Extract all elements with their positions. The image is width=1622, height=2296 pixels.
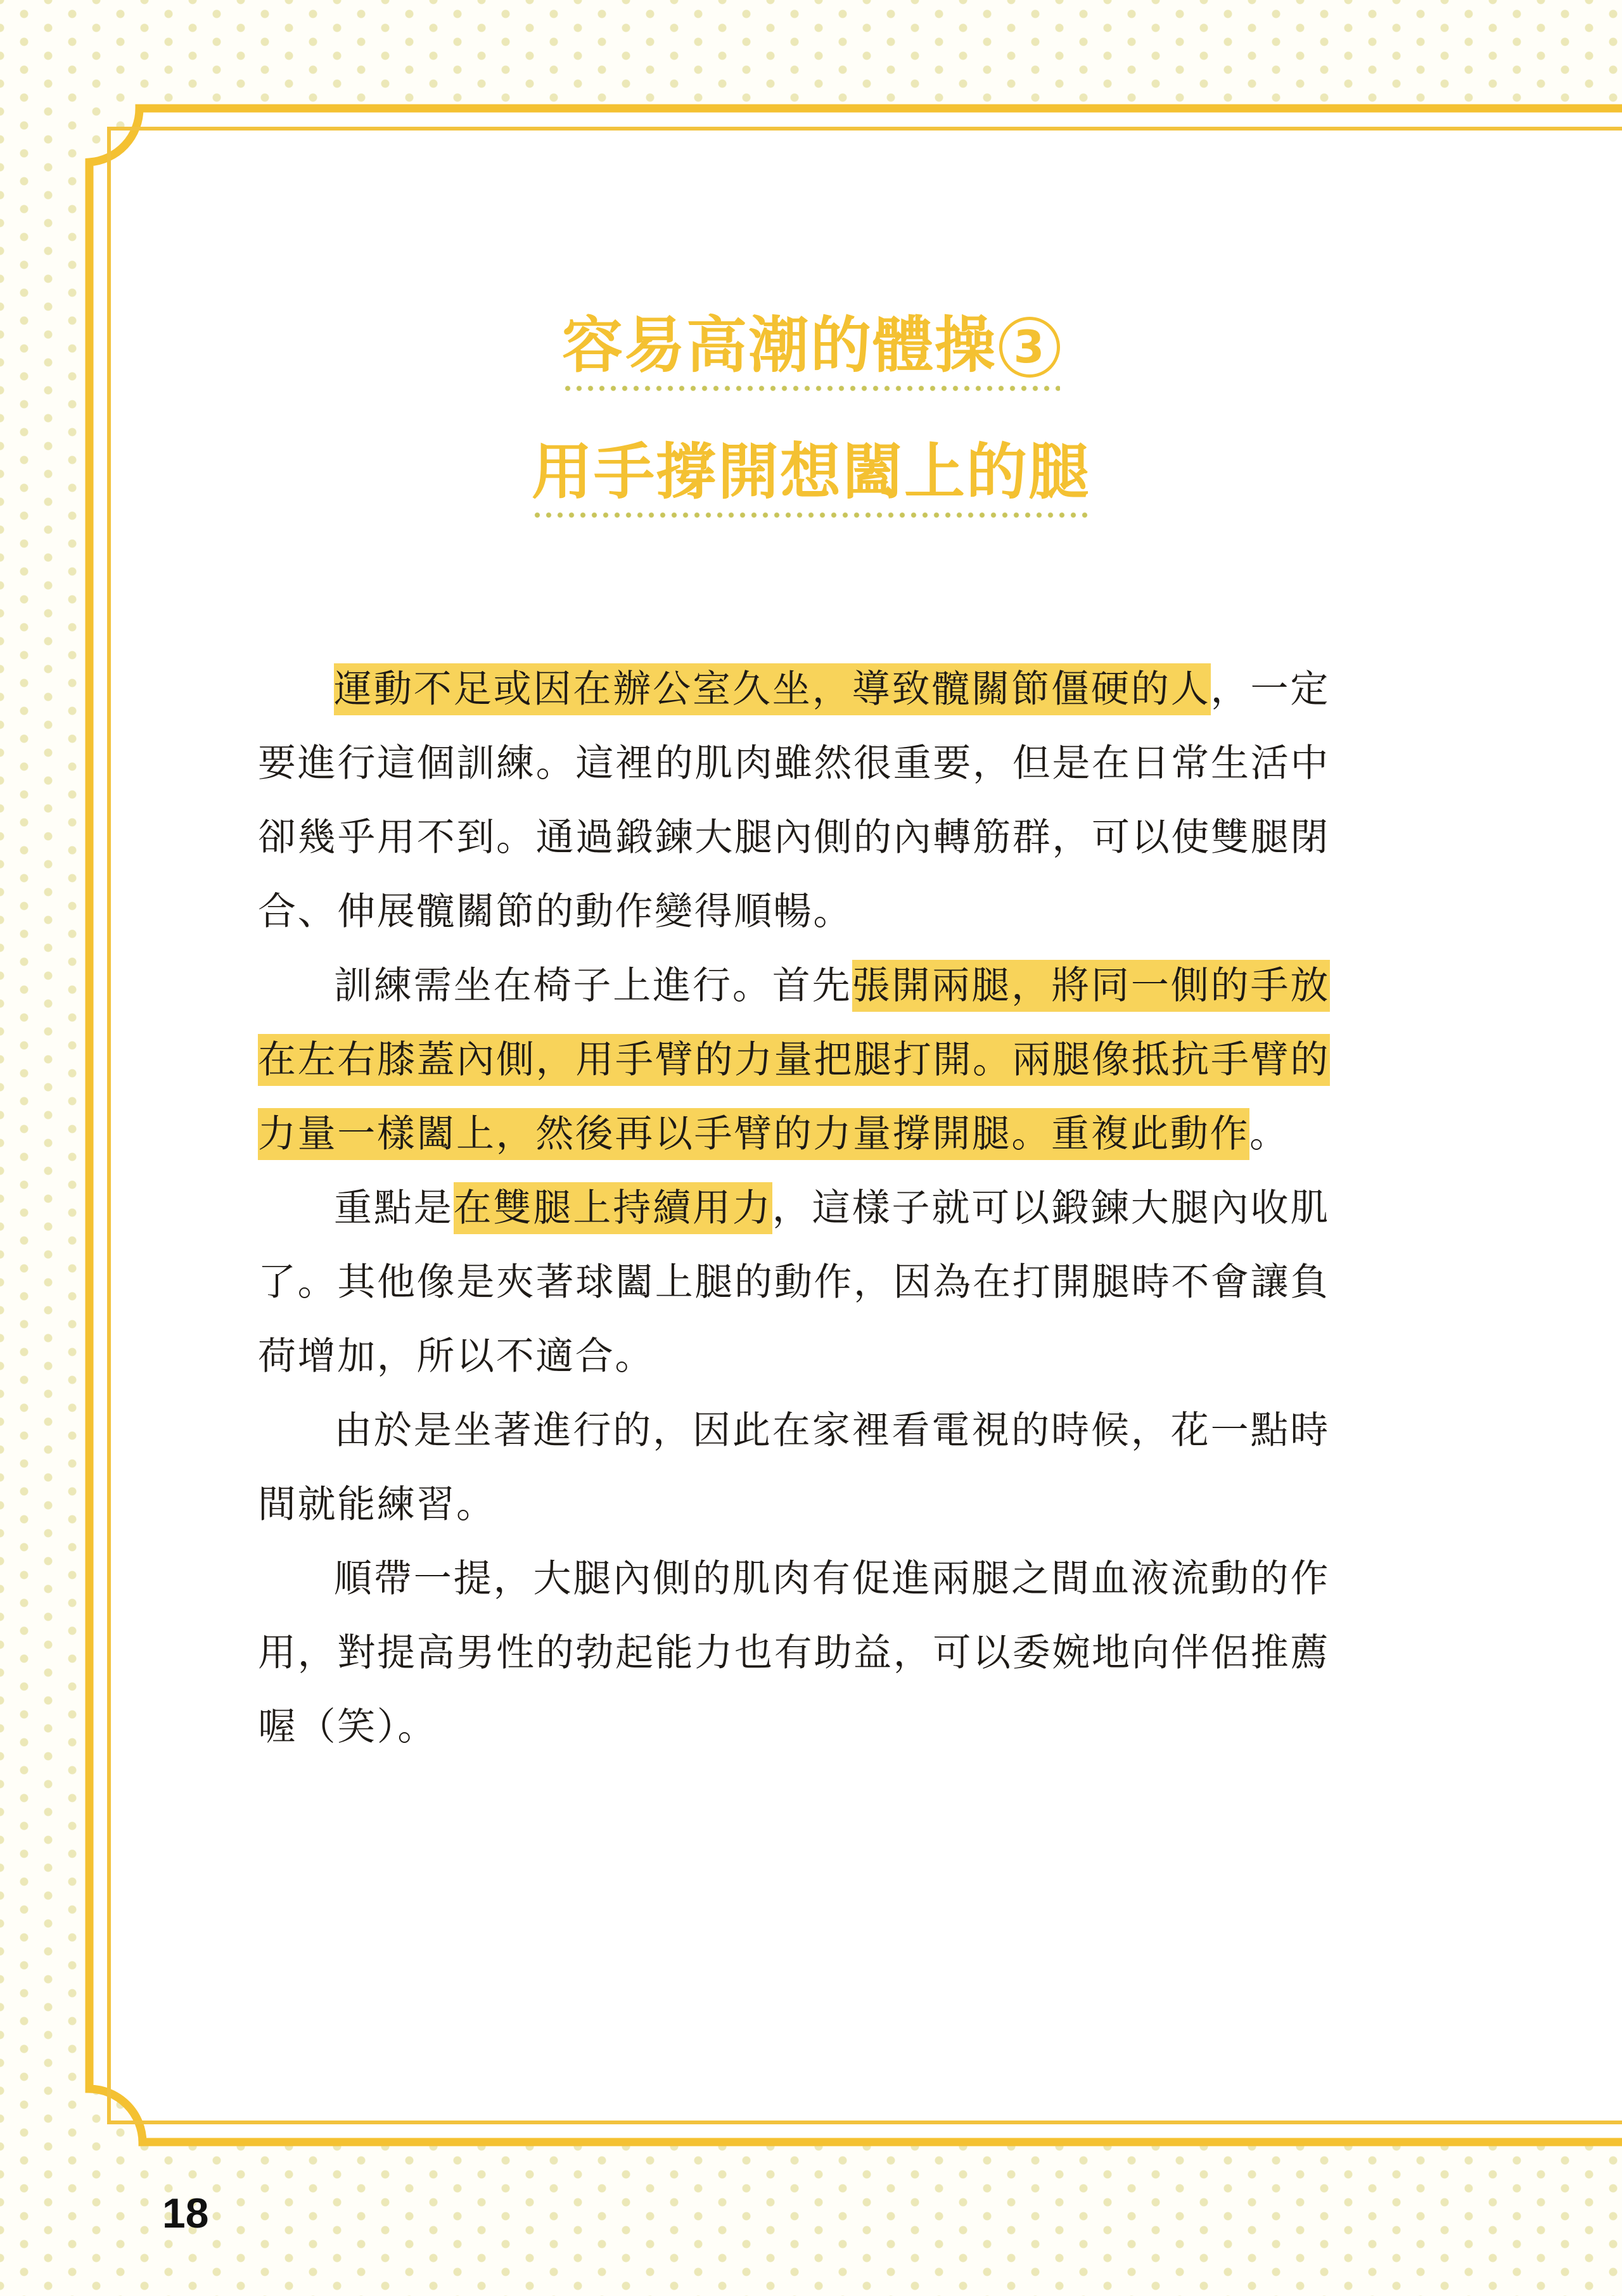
highlighted-text: 運動不足或因在辦公室久坐，導致髖關節僵硬的人 (334, 663, 1211, 715)
title-underline-2 (532, 437, 1090, 518)
page-number: 18 (162, 2190, 209, 2236)
paragraph (258, 1394, 1330, 1542)
title-underline-1 (562, 310, 1060, 392)
text-segment: 重點是 (334, 1186, 454, 1230)
text-segment: 。 (1249, 1112, 1289, 1156)
text-segment: 訓練需坐在椅子上進行。首先 (334, 964, 852, 1008)
paragraph (258, 1171, 1330, 1394)
text-segment: ，一定要進行這個訓練。這裡的肌肉雖然很重要，但是在日常生活中卻幾乎用不到。通過鍛鍊大腿內側的內轉筋群，可以使雙腿閉合、伸展髖關節的動作變得順暢。 (258, 667, 1330, 934)
text-segment: ，這樣子就可以鍛鍊大腿內收肌了。其他像是夾著球闔上腿的動作，因為在打開腿時不會讓負荷增加，所以不適合。 (258, 1186, 1330, 1379)
title-text-1: 容易高潮的體操 (562, 310, 997, 381)
title-line-2 (0, 437, 1622, 518)
title-text-2: 用手撐開想闔上的腿 (532, 437, 1090, 507)
highlighted-text: 張開兩腿，將同一側的手放在左右膝蓋內側，用手臂的力量把腿打開。兩腿像抵抗手臂的力量一樣闔上，然後再以手臂的力量撐開腿。重複此動作 (258, 960, 1330, 1160)
text-segment: 由於是坐著進行的，因此在家裡看電視的時候，花一點時間就能練習。 (258, 1408, 1330, 1527)
title-line-1 (0, 310, 1622, 392)
body-text (258, 653, 1330, 1764)
paragraph (258, 1542, 1330, 1764)
paragraph (258, 653, 1330, 949)
text-segment: 順帶一提，大腿內側的肌肉有促進兩腿之間血液流動的作用，對提高男性的勃起能力也有助益，可以委婉地向伴侶推薦喔（笑）。 (258, 1557, 1330, 1749)
paragraph (258, 949, 1330, 1171)
circled-number-badge: 3 (999, 317, 1060, 378)
highlighted-text: 在雙腿上持續用力 (454, 1182, 772, 1234)
